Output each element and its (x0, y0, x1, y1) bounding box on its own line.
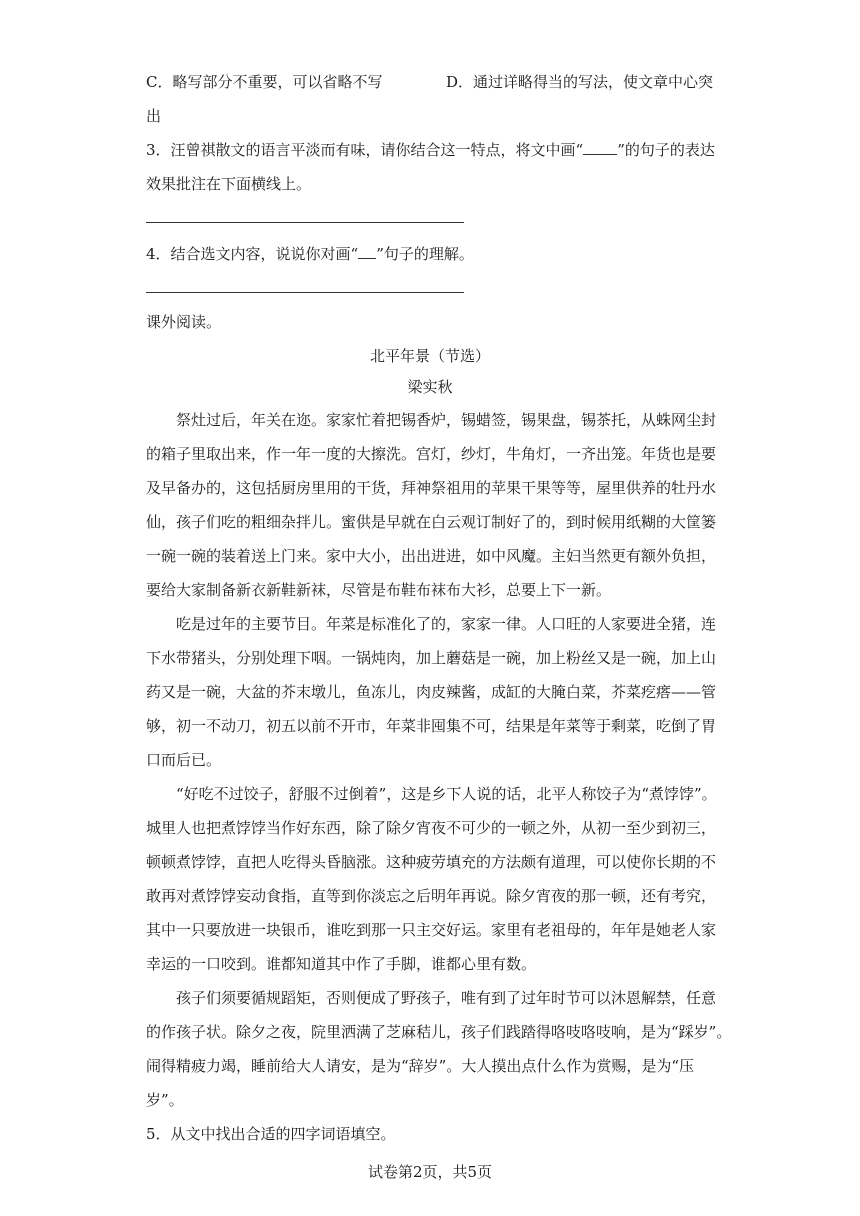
article-line: 其中一只要放进一块银币，谁吃到那一只主交好运。家里有老祖母的，年年是她老人家 (146, 921, 717, 939)
article-line: 幸运的一口咬到。谁都知道其中作了手脚，谁都心里有数。 (146, 955, 537, 973)
question-4 (146, 244, 474, 264)
option-d-continued: 出 (146, 107, 162, 125)
underline-marker (358, 246, 376, 259)
article-line: 药又是一碗，大盆的芥末墩儿，鱼冻儿，肉皮辣酱，成缸的大腌白菜，芥菜疙瘩——管 (146, 683, 717, 701)
question-3-text-after: ”的句子的表达 (617, 141, 715, 159)
article-line: 一碗一碗的装着送上门来。家中大小，出出进进，如中风魔。主妇当然更有额外负担， (146, 547, 717, 565)
option-c: C．略写部分不重要，可以省略不写 (146, 73, 383, 91)
article-line: “好吃不过饺子，舒服不过倒着”，这是乡下人说的话，北平人称饺子为“煮饽饽”。 (176, 785, 717, 803)
underline-marker (583, 142, 617, 155)
question-3-text-before: 3．汪曾祺散文的语言平淡而有味，请你结合这一特点，将文中画“ (146, 141, 584, 159)
article-line: 仙，孩子们吃的粗细杂拌儿。蜜供是早就在白云观订制好了的，到时候用纸糊的大筐篓 (146, 513, 717, 531)
article-line: 的作孩子状。除夕之夜，院里洒满了芝麻秸儿，孩子们践踏得咯吱咯吱响，是为“踩岁”。 (146, 1023, 732, 1041)
article-line: 要给大家制备新衣新鞋新袜，尽管是布鞋布袜布大衫，总要上下一新。 (146, 581, 612, 599)
article-line: 的箱子里取出来，作一年一度的大擦洗。宫灯，纱灯，牛角灯，一齐出笼。年货也是要 (146, 445, 717, 463)
article-line: 口而后已。 (146, 751, 222, 769)
article-line: 够，初一不动刀，初五以前不开市，年菜非囤集不可，结果是年菜等于剩菜，吃倒了胃 (146, 717, 717, 735)
article-line: 岁”。 (146, 1091, 184, 1109)
question-3-line-2: 效果批注在下面横线上。 (146, 175, 312, 193)
option-d: D．通过详略得当的写法，使文章中心突 (446, 73, 714, 91)
article-line: 城里人也把煮饽饽当作好东西，除了除夕宵夜不可少的一顿之外，从初一至少到初三， (146, 819, 717, 837)
question-5: 5．从文中找出合适的四字词语填空。 (146, 1125, 396, 1143)
answer-line-q4[interactable] (146, 292, 464, 293)
answer-line-q3[interactable] (146, 222, 464, 223)
question-4-text-after: ”句子的理解。 (376, 245, 474, 263)
article-line: 吃是过年的主要节目。年菜是标准化了的，家家一律。人口旺的人家要进全猪，连 (176, 615, 717, 633)
article-line: 顿顿煮饽饽，直把人吃得头昏脑涨。这种疲劳填充的方法颇有道理，可以使你长期的不 (146, 853, 717, 871)
article-title: 北平年景（节选） (369, 347, 490, 365)
article-line: 祭灶过后，年关在迩。家家忙着把锡香炉，锡蜡签，锡果盘，锡茶托，从蛛网尘封 (176, 411, 717, 429)
article-line: 及早备办的，这包括厨房里用的干货，拜神祭祖用的苹果干果等等，屋里供养的牡丹水 (146, 479, 717, 497)
article-line: 孩子们须要循规蹈矩，否则便成了野孩子，唯有到了过年时节可以沐恩解禁，任意 (176, 989, 717, 1007)
question-4-text-before: 4．结合选文内容，说说你对画“ (146, 245, 359, 263)
article-author: 梁实秋 (407, 378, 453, 396)
article-line: 闹得精疲力竭，睡前给大人请安，是为“辞岁”。大人摸出点什么作为赏赐，是为“压 (146, 1057, 695, 1075)
article-line: 敢再对煮饽饽妄动食指，直等到你淡忘之后明年再说。除夕宵夜的那一顿，还有考究， (146, 887, 717, 905)
question-3 (146, 140, 715, 160)
page-footer: 试卷第2页，共5页 (367, 1163, 493, 1181)
article-line: 下水带猪头，分别处理下咽。一锅炖肉，加上蘑菇是一碗，加上粉丝又是一碗，加上山 (146, 649, 717, 667)
section-label: 课外阅读。 (146, 313, 222, 331)
